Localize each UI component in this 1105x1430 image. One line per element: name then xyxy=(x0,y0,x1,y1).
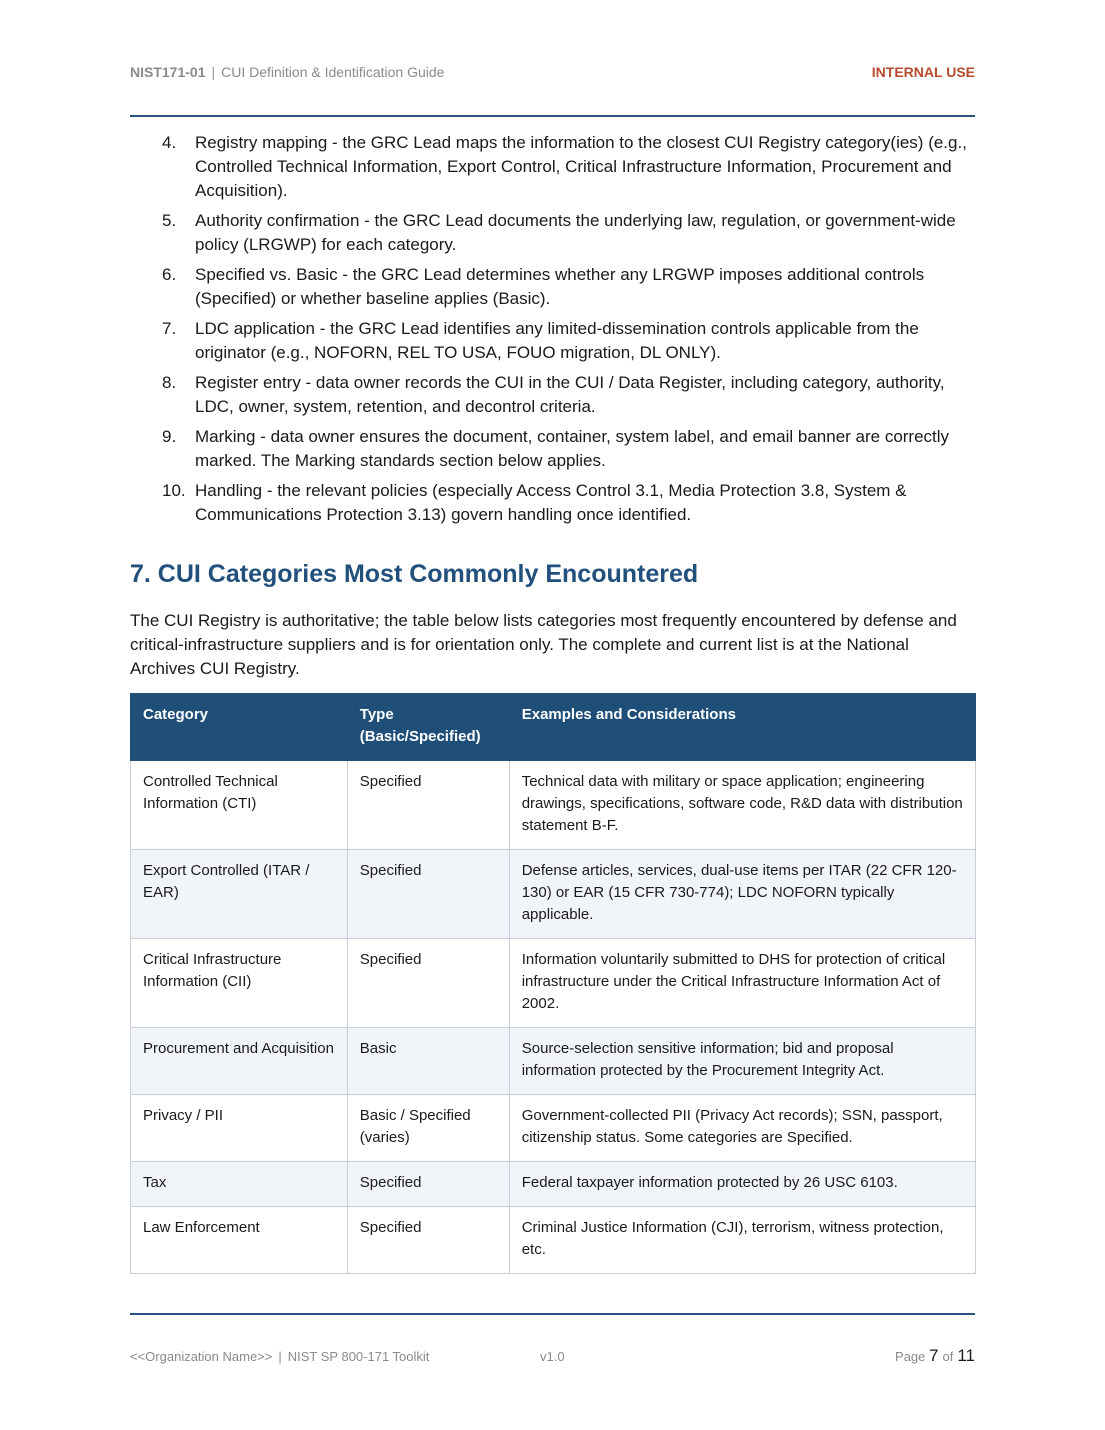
footer-rule xyxy=(130,1313,975,1315)
table-row xyxy=(131,1162,976,1207)
cell-examples: Criminal Justice Information (CJI), terrorism, witness protection, etc. xyxy=(509,1207,975,1274)
doc-id: NIST171-01 xyxy=(130,64,206,80)
cell-examples: Information voluntarily submitted to DHS for protection of critical infrastructure under the Critical Infrastructure Information Act of 2002. xyxy=(509,939,975,1028)
cell-examples: Source-selection sensitive information; bid and proposal information protected by the Procurement Integrity Act. xyxy=(509,1028,975,1095)
cell-type: Specified xyxy=(347,939,509,1028)
header-separator: | xyxy=(211,64,216,80)
step-number: 5. xyxy=(162,211,177,230)
page-header xyxy=(130,64,975,80)
footer-separator: | xyxy=(278,1349,282,1364)
step-number: 10. xyxy=(162,481,186,500)
org-name: <<Organization Name>> xyxy=(130,1349,273,1364)
step-text: Handling - the relevant policies (especially Access Control 3.1, Media Protection 3.8, System & Communications Protection 3.13) govern handling once identified. xyxy=(195,481,907,524)
step-text: Specified vs. Basic - the GRC Lead determines whether any LRGWP imposes additional controls (Specified) or whether baseline applies (Basic). xyxy=(195,265,925,308)
cell-category: Tax xyxy=(131,1162,348,1207)
cell-type: Specified xyxy=(347,761,509,850)
document-page xyxy=(130,0,975,1430)
procedure-steps-list xyxy=(130,131,975,533)
cell-category: Law Enforcement xyxy=(131,1207,348,1274)
cell-category: Critical Infrastructure Information (CII) xyxy=(131,939,348,1028)
cell-category: Export Controlled (ITAR / EAR) xyxy=(131,850,348,939)
step-text: Registry mapping - the GRC Lead maps the information to the closest CUI Registry category(ies) (e.g., Controlled Technical Information, Export Control, Critical Infrastructure Information, Procurement and Acquisition). xyxy=(195,133,967,200)
column-header-examples: Examples and Considerations xyxy=(509,694,975,761)
cell-examples: Government-collected PII (Privacy Act records); SSN, passport, citizenship status. Some categories are Specified. xyxy=(509,1095,975,1162)
table-row xyxy=(131,1207,976,1274)
list-item xyxy=(130,131,975,203)
step-number: 9. xyxy=(162,427,177,446)
page-number xyxy=(895,1346,975,1366)
table-row xyxy=(131,939,976,1028)
table-row xyxy=(131,761,976,850)
list-item xyxy=(130,371,975,419)
page-label: Page xyxy=(895,1349,926,1364)
list-item xyxy=(130,479,975,527)
step-number: 4. xyxy=(162,133,177,152)
page-of: of xyxy=(942,1349,954,1364)
cell-category: Privacy / PII xyxy=(131,1095,348,1162)
footer-org xyxy=(130,1349,429,1364)
doc-title: CUI Definition & Identification Guide xyxy=(221,64,445,80)
cell-type: Specified xyxy=(347,1162,509,1207)
toolkit-name: NIST SP 800-171 Toolkit xyxy=(287,1349,430,1364)
list-item xyxy=(130,209,975,257)
header-rule xyxy=(130,115,975,117)
column-header-category: Category xyxy=(131,694,348,761)
table-header-row xyxy=(131,694,976,761)
list-item xyxy=(130,425,975,473)
classification-label: INTERNAL USE xyxy=(871,64,975,80)
cell-examples: Defense articles, services, dual-use items per ITAR (22 CFR 120-130) or EAR (15 CFR 730-774); LDC NOFORN typically applicable. xyxy=(509,850,975,939)
section-heading: 7. CUI Categories Most Commonly Encountered xyxy=(130,560,699,588)
step-number: 6. xyxy=(162,265,177,284)
cell-category: Procurement and Acquisition xyxy=(131,1028,348,1095)
cell-category: Controlled Technical Information (CTI) xyxy=(131,761,348,850)
page-current: 7 xyxy=(929,1346,939,1365)
list-item xyxy=(130,317,975,365)
step-number: 8. xyxy=(162,373,177,392)
list-item xyxy=(130,263,975,311)
table-row xyxy=(131,1028,976,1095)
step-text: Register entry - data owner records the CUI in the CUI / Data Register, including category, authority, LDC, owner, system, retention, and decontrol criteria. xyxy=(195,373,945,416)
table-row xyxy=(131,1095,976,1162)
cell-type: Basic xyxy=(347,1028,509,1095)
table-row xyxy=(131,850,976,939)
step-text: Marking - data owner ensures the document, container, system label, and email banner are correctly marked. The Marking standards section below applies. xyxy=(195,427,950,470)
step-text: LDC application - the GRC Lead identifies any limited-dissemination controls applicable from the originator (e.g., NOFORN, REL TO USA, FOUO migration, DL ONLY). xyxy=(195,319,919,362)
step-number: 7. xyxy=(162,319,177,338)
step-text: Authority confirmation - the GRC Lead documents the underlying law, regulation, or government-wide policy (LRGWP) for each category. xyxy=(195,211,956,254)
cui-categories-table xyxy=(130,693,976,1274)
column-header-type: Type (Basic/Specified) xyxy=(347,694,509,761)
cell-type: Specified xyxy=(347,1207,509,1274)
page-total: 11 xyxy=(957,1346,975,1365)
section-intro: The CUI Registry is authoritative; the table below lists categories most frequently encountered by defense and critical-infrastructure suppliers and is for orientation only. The complete and current list is at the National Archives CUI Registry. xyxy=(130,611,957,678)
cell-type: Basic / Specified (varies) xyxy=(347,1095,509,1162)
cell-type: Specified xyxy=(347,850,509,939)
cell-examples: Technical data with military or space application; engineering drawings, specifications, software code, R&D data with distribution statement B-F. xyxy=(509,761,975,850)
version-label: v1.0 xyxy=(540,1349,565,1364)
cell-examples: Federal taxpayer information protected by 26 USC 6103. xyxy=(509,1162,975,1207)
